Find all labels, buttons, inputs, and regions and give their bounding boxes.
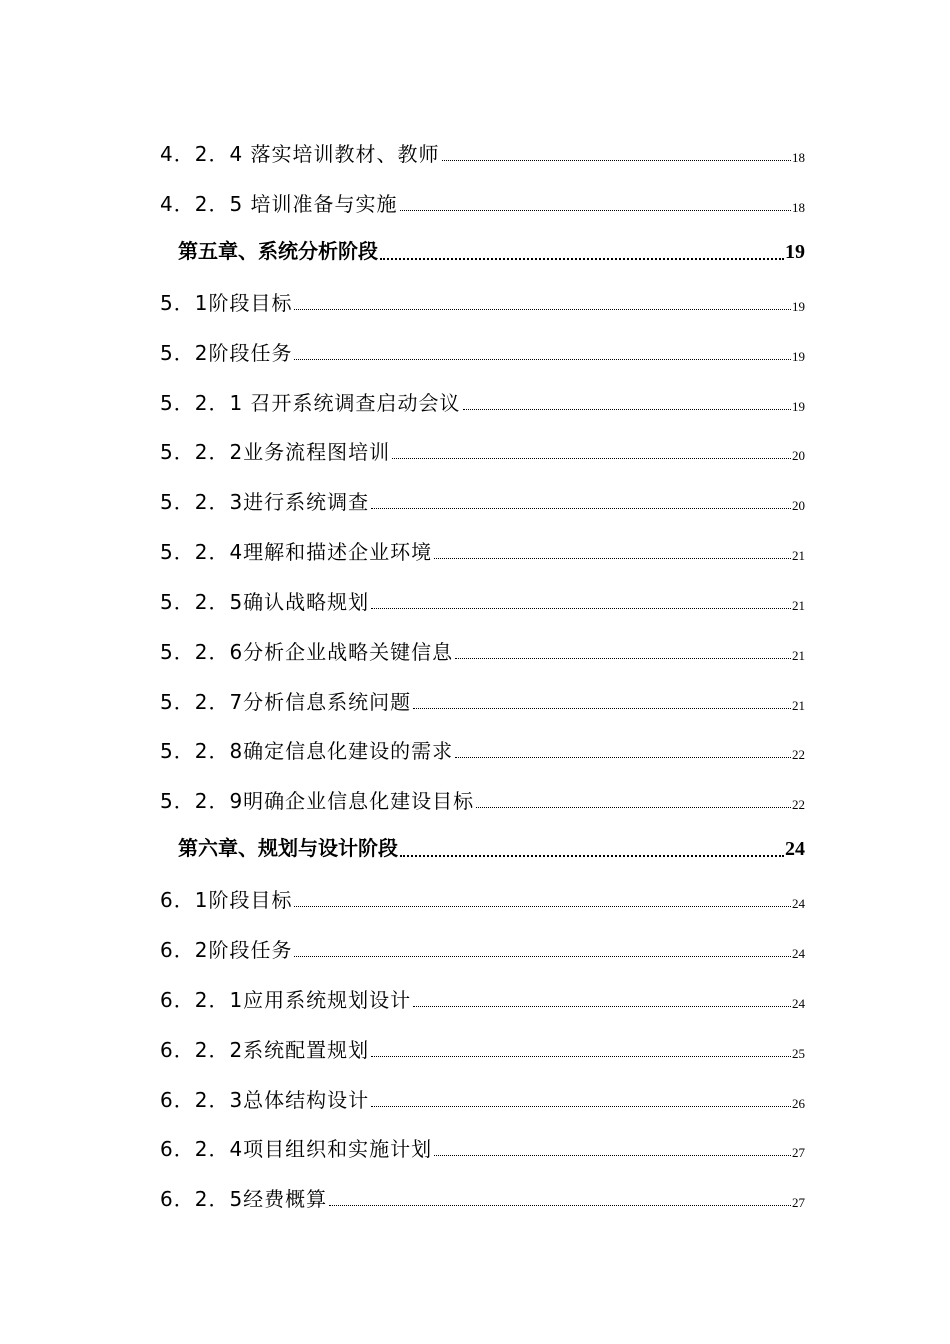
- toc-entry-label: 5．2．1 召开系统调查启动会议: [160, 391, 461, 415]
- toc-chapter-label: 第六章、规划与设计阶段: [178, 838, 398, 860]
- toc-page-number: 21: [792, 648, 805, 663]
- toc-leader-dots: [463, 409, 791, 410]
- toc-leader-dots: [400, 855, 784, 857]
- toc-leader-dots: [413, 1006, 791, 1007]
- toc-leader-dots: [380, 258, 784, 260]
- toc-page-number: 26: [792, 1096, 805, 1111]
- toc-entry-label: 5．2．8确定信息化建设的需求: [160, 739, 454, 763]
- toc-leader-dots: [434, 558, 791, 559]
- toc-page-number: 21: [792, 548, 805, 563]
- toc-entry[interactable]: [160, 982, 805, 1012]
- toc-page-number: 19: [792, 299, 805, 314]
- toc-leader-dots: [455, 658, 791, 659]
- toc-page-number: 19: [792, 399, 805, 414]
- toc-entry[interactable]: [160, 335, 805, 365]
- toc-chapter-entry[interactable]: [178, 234, 805, 264]
- toc-page-number: 24: [792, 896, 805, 911]
- toc-page-number: 20: [792, 498, 805, 513]
- toc-entry-label: 5．2阶段任务: [160, 341, 293, 365]
- toc-leader-dots: [371, 1106, 791, 1107]
- toc-entry-label: 4．2．4 落实培训教材、教师: [160, 142, 440, 166]
- toc-page-number: 21: [792, 598, 805, 613]
- toc-leader-dots: [294, 906, 791, 907]
- toc-entry[interactable]: [160, 634, 805, 664]
- toc-leader-dots: [442, 160, 791, 161]
- toc-entry-label: 4．2．5 培训准备与实施: [160, 192, 398, 216]
- toc-entry-label: 5．2．3进行系统调查: [160, 490, 370, 514]
- toc-entry[interactable]: [160, 684, 805, 714]
- toc-entry-label: 5．2．7分析信息系统问题: [160, 690, 412, 714]
- toc-entry[interactable]: [160, 932, 805, 962]
- toc-entry-label: 5．2．2业务流程图培训: [160, 440, 391, 464]
- toc-entry-label: 5．2．6分析企业战略关键信息: [160, 640, 454, 664]
- toc-leader-dots: [455, 757, 791, 758]
- toc-leader-dots: [476, 807, 791, 808]
- toc-entry[interactable]: [160, 186, 805, 216]
- toc-entry[interactable]: [160, 136, 805, 166]
- toc-page-number: 24: [792, 946, 805, 961]
- toc-chapter-entry[interactable]: [178, 831, 805, 861]
- toc-leader-dots: [371, 608, 791, 609]
- toc-page-number: 22: [792, 747, 805, 762]
- toc-page-number: 18: [792, 200, 805, 215]
- toc-page-number: 24: [785, 838, 805, 860]
- toc-entry-label: 6．2．2系统配置规划: [160, 1038, 370, 1062]
- toc-entry-label: 5．2．9明确企业信息化建设目标: [160, 789, 475, 813]
- toc-leader-dots: [294, 956, 791, 957]
- toc-page-number: 25: [792, 1046, 805, 1061]
- toc-page-number: 27: [792, 1145, 805, 1160]
- toc-entry[interactable]: [160, 1082, 805, 1112]
- toc-entry-label: 6．2．4项目组织和实施计划: [160, 1137, 433, 1161]
- toc-leader-dots: [400, 210, 791, 211]
- toc-leader-dots: [413, 708, 791, 709]
- toc-entry-label: 6．2．5经费概算: [160, 1187, 328, 1211]
- toc-entry[interactable]: [160, 584, 805, 614]
- toc-entry[interactable]: [160, 733, 805, 763]
- toc-page-number: 18: [792, 150, 805, 165]
- toc-page-number: 22: [792, 797, 805, 812]
- toc-page-number: 19: [792, 349, 805, 364]
- toc-entry-label: 5．1阶段目标: [160, 291, 293, 315]
- toc-entry[interactable]: [160, 385, 805, 415]
- toc-entry[interactable]: [160, 783, 805, 813]
- toc-entry[interactable]: [160, 484, 805, 514]
- toc-page-number: 20: [792, 448, 805, 463]
- toc-entry[interactable]: [160, 1181, 805, 1211]
- toc-page-number: 24: [792, 996, 805, 1011]
- toc-page-number: 19: [785, 241, 805, 263]
- toc-entry-label: 6．2．1应用系统规划设计: [160, 988, 412, 1012]
- toc-leader-dots: [294, 309, 791, 310]
- toc-entry[interactable]: [160, 1032, 805, 1062]
- toc-page-number: 27: [792, 1195, 805, 1210]
- toc-entry[interactable]: [160, 434, 805, 464]
- toc-entry[interactable]: [160, 534, 805, 564]
- toc-chapter-label: 第五章、系统分析阶段: [178, 241, 378, 263]
- toc-leader-dots: [434, 1155, 791, 1156]
- toc-leader-dots: [371, 508, 791, 509]
- toc-page-number: 21: [792, 698, 805, 713]
- toc-entry[interactable]: [160, 1131, 805, 1161]
- toc-entry-label: 5．2．5确认战略规划: [160, 590, 370, 614]
- toc-entry[interactable]: [160, 882, 805, 912]
- toc-entry-label: 5．2．4理解和描述企业环境: [160, 540, 433, 564]
- toc-entry-label: 6．2．3总体结构设计: [160, 1088, 370, 1112]
- toc-leader-dots: [371, 1056, 791, 1057]
- toc-leader-dots: [392, 458, 791, 459]
- toc-entry-label: 6．2阶段任务: [160, 938, 293, 962]
- toc-leader-dots: [294, 359, 791, 360]
- toc-entry-label: 6．1阶段目标: [160, 888, 293, 912]
- toc-entry[interactable]: [160, 285, 805, 315]
- toc-leader-dots: [329, 1205, 791, 1206]
